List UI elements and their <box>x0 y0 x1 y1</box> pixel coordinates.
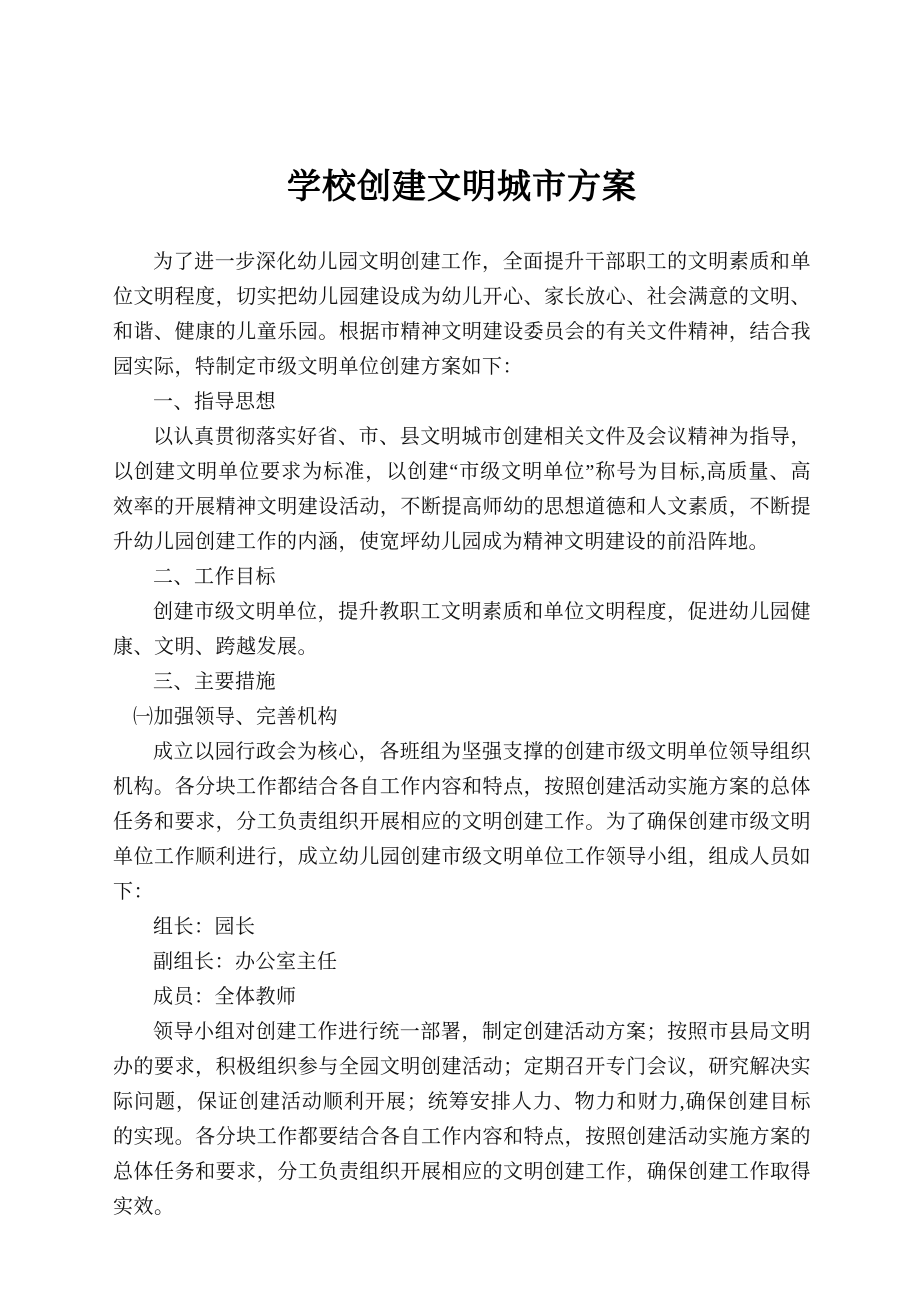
list-item-leader: 组长：园长 <box>153 916 256 938</box>
document-content <box>113 165 811 1225</box>
section-heading-2: 二、工作目标 <box>153 566 276 588</box>
paragraph-leading-group-duties: 领导小组对创建工作进行统一部署，制定创建活动方案；按照市县局文明办的要求，积极组织参与全园文明创建活动；定期召开专门会议，研究解决实际问题，保证创建活动顺利开展；统筹安排人力、物力和财力,确保创建目标的实现。各分块工作都要结合各自工作内容和特点，按照创建活动实施方案的总体任务和要求，分工负责组织开展相应的文明创建工作，确保创建工作取得实效。 <box>113 1021 811 1218</box>
paragraph-intro: 为了进一步深化幼儿园文明创建工作，全面提升干部职工的文明素质和单位文明程度，切实把幼儿园建设成为幼儿开心、家长放心、社会满意的文明、和谐、健康的儿童乐园。根据市精神文明建设委员会的有关文件精神，结合我园实际，特制定市级文明单位创建方案如下： <box>113 251 811 378</box>
section-heading-3: 三、主要措施 <box>153 671 276 693</box>
list-item-deputy-leader: 副组长：办公室主任 <box>153 951 338 973</box>
paragraph-guiding-ideology: 以认真贯彻落实好省、市、县文明城市创建相关文件及会议精神为指导，以创建文明单位要求为标准，以创建“市级文明单位”称号为目标,高质量、高效率的开展精神文明建设活动，不断提高师幼的思想道德和人文素质，不断提升幼儿园创建工作的内涵，使宽坪幼儿园成为精神文明建设的前沿阵地。 <box>113 426 811 553</box>
section-heading-1: 一、指导思想 <box>153 391 276 413</box>
paragraph-organization: 成立以园行政会为核心，各班组为坚强支撑的创建市级文明单位领导组织机构。各分块工作都结合各自工作内容和特点，按照创建活动实施方案的总体任务和要求，分工负责组织开展相应的文明创建工作。为了确保创建市级文明单位工作顺利进行，成立幼儿园创建市级文明单位工作领导小组，组成人员如下： <box>113 741 811 903</box>
paragraph-work-goals: 创建市级文明单位，提升教职工文明素质和单位文明程度，促进幼儿园健康、文明、跨越发展。 <box>113 601 811 658</box>
subsection-heading-1: ㈠加强领导、完善机构 <box>133 706 338 728</box>
document-title: 学校创建文明城市方案 <box>287 168 637 206</box>
list-item-members: 成员：全体教师 <box>153 986 297 1008</box>
